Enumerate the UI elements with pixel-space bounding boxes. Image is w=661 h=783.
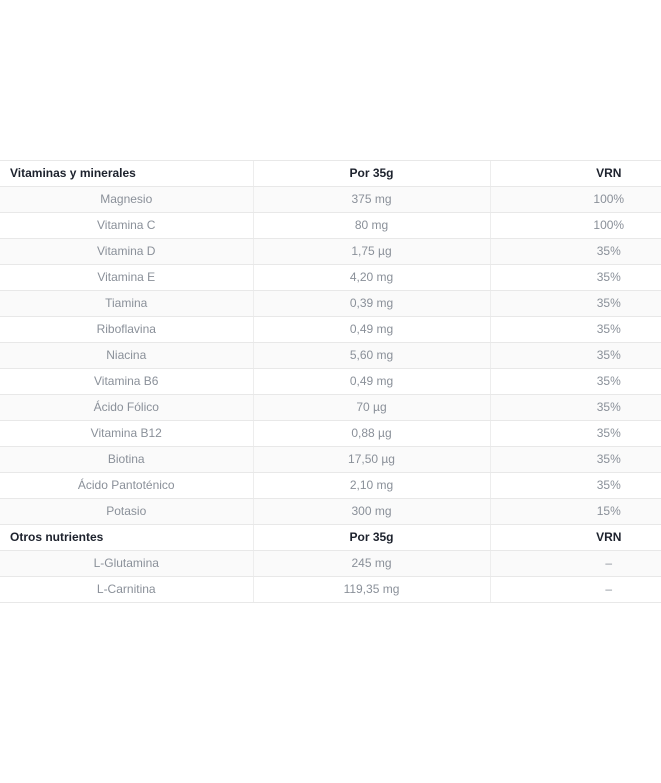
- nutrient-amount: 300 mg: [253, 499, 490, 525]
- nutrient-amount: 2,10 mg: [253, 473, 490, 499]
- vrn-column-header: VRN: [490, 525, 661, 551]
- nutrient-amount: 1,75 µg: [253, 239, 490, 265]
- table-row: [0, 317, 661, 343]
- nutrition-table: [0, 160, 661, 603]
- table-row: [0, 421, 661, 447]
- nutrient-name: Riboflavina: [0, 317, 253, 343]
- vrn-column-header: VRN: [490, 161, 661, 187]
- nutrient-vrn: –: [490, 551, 661, 577]
- section-header-row: [0, 525, 661, 551]
- nutrient-name: Vitamina D: [0, 239, 253, 265]
- nutrient-amount: 4,20 mg: [253, 265, 490, 291]
- nutrient-name: Ácido Fólico: [0, 395, 253, 421]
- table-row: [0, 343, 661, 369]
- nutrient-vrn: 35%: [490, 447, 661, 473]
- table-row: [0, 265, 661, 291]
- nutrient-name: Biotina: [0, 447, 253, 473]
- section-title: Otros nutrientes: [0, 525, 253, 551]
- nutrient-vrn: 35%: [490, 395, 661, 421]
- amount-column-header: Por 35g: [253, 525, 490, 551]
- nutrient-vrn: 35%: [490, 473, 661, 499]
- nutrient-name: Vitamina E: [0, 265, 253, 291]
- table-row: [0, 369, 661, 395]
- nutrient-amount: 80 mg: [253, 213, 490, 239]
- nutrient-name: Vitamina B12: [0, 421, 253, 447]
- nutrient-name: Ácido Pantoténico: [0, 473, 253, 499]
- nutrient-vrn: 35%: [490, 291, 661, 317]
- nutrient-vrn: –: [490, 577, 661, 603]
- nutrient-name: Niacina: [0, 343, 253, 369]
- table-row: [0, 395, 661, 421]
- nutrient-vrn: 35%: [490, 317, 661, 343]
- nutrient-vrn: 35%: [490, 343, 661, 369]
- table-row: [0, 213, 661, 239]
- section-header-row: [0, 161, 661, 187]
- nutrient-vrn: 100%: [490, 213, 661, 239]
- table-row: [0, 187, 661, 213]
- section-title: Vitaminas y minerales: [0, 161, 253, 187]
- nutrient-name: Vitamina C: [0, 213, 253, 239]
- nutrient-name: Vitamina B6: [0, 369, 253, 395]
- nutrient-amount: 17,50 µg: [253, 447, 490, 473]
- nutrient-vrn: 35%: [490, 369, 661, 395]
- nutrient-name: Magnesio: [0, 187, 253, 213]
- table-row: [0, 577, 661, 603]
- nutrient-amount: 375 mg: [253, 187, 490, 213]
- nutrient-amount: 0,49 mg: [253, 369, 490, 395]
- nutrient-vrn: 35%: [490, 421, 661, 447]
- nutrient-vrn: 35%: [490, 239, 661, 265]
- table-row: [0, 291, 661, 317]
- nutrient-amount: 5,60 mg: [253, 343, 490, 369]
- table-row: [0, 239, 661, 265]
- nutrition-table-container: [0, 160, 661, 603]
- nutrient-amount: 0,49 mg: [253, 317, 490, 343]
- nutrient-name: Tiamina: [0, 291, 253, 317]
- section-otros-nutrientes: [0, 525, 661, 603]
- section-vitaminas-y-minerales: [0, 161, 661, 525]
- table-row: [0, 499, 661, 525]
- nutrient-amount: 245 mg: [253, 551, 490, 577]
- nutrient-vrn: 15%: [490, 499, 661, 525]
- nutrient-name: L-Glutamina: [0, 551, 253, 577]
- table-row: [0, 551, 661, 577]
- nutrient-amount: 0,39 mg: [253, 291, 490, 317]
- nutrient-vrn: 35%: [490, 265, 661, 291]
- amount-column-header: Por 35g: [253, 161, 490, 187]
- nutrient-amount: 0,88 µg: [253, 421, 490, 447]
- nutrient-vrn: 100%: [490, 187, 661, 213]
- nutrient-amount: 119,35 mg: [253, 577, 490, 603]
- table-row: [0, 447, 661, 473]
- nutrient-name: Potasio: [0, 499, 253, 525]
- table-row: [0, 473, 661, 499]
- nutrient-amount: 70 µg: [253, 395, 490, 421]
- nutrient-name: L-Carnitina: [0, 577, 253, 603]
